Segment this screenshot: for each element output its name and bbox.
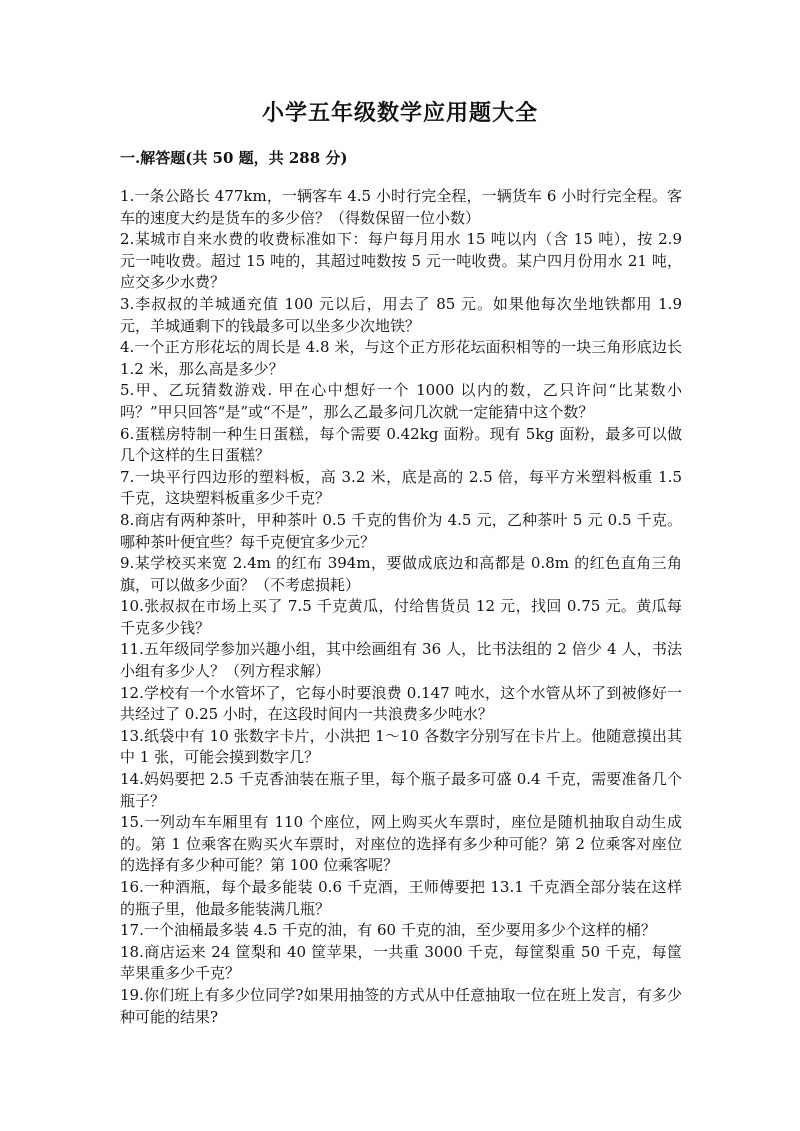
question-item: 6.蛋糕房特制一种生日蛋糕，每个需要 0.42kg 面粉。现有 5kg 面粉，最多可以做几个这样的生日蛋糕？ — [120, 424, 682, 465]
question-item: 17.一个油桶最多装 4.5 千克的油，有 60 千克的油，至少要用多少个这样的桶？ — [120, 921, 656, 940]
question-item: 8.商店有两种茶叶，甲种茶叶 0.5 千克的售价为 4.5 元，乙种茶叶 5 元 0.5 千克。哪种茶叶便宜些？每千克便宜多少元？ — [120, 510, 682, 551]
question-item: 12.学校有一个水管坏了，它每小时要浪费 0.147 吨水，这个水管从坏了到被修好一共经过了 0.25 小时，在这段时间内一共浪费多少吨水？ — [120, 683, 682, 724]
question-item: 9.某学校买来宽 2.4m 的红布 394m，要做成底边和高都是 0.8m 的红色直角三角旗，可以做多少面？（不考虑损耗） — [120, 554, 682, 594]
question-item: 7.一块平行四边形的塑料板，高 3.2 米，底是高的 2.5 倍，每平方米塑料板重 1.5 千克，这块塑料板重多少千克？ — [120, 467, 682, 508]
question-item: 2.某城市自来水费的收费标准如下：每户每月用水 15 吨以内（含 15 吨），按 2.9 元一吨收费。超过 15 吨的，其超过吨数按 5 元一吨收费。某户四月份用水 21 吨，应交多少水费？ — [120, 230, 682, 292]
question-item: 1.一条公路长 477km，一辆客车 4.5 小时行完全程，一辆货车 6 小时行完全程。客车的速度大约是货车的多少倍？（得数保留一位小数） — [120, 187, 682, 227]
question-item: 14.妈妈要把 2.5 千克香油装在瓶子里，每个瓶子最多可盛 0.4 千克，需要准备几个瓶子？ — [120, 770, 682, 810]
question-item: 4.一个正方形花坛的周长是 4.8 米，与这个正方形花坛面积相等的一块三角形底边长 1.2 米，那么高是多少？ — [120, 338, 682, 378]
question-item: 5.甲、乙玩猜数游戏. 甲在心中想好一个 1000 以内的数，乙只许问“比某数小吗？”甲只回答“是”或“不是”，那么乙最多问几次就一定能猜中这个数？ — [120, 381, 682, 421]
question-item: 11.五年级同学参加兴趣小组，其中绘画组有 36 人，比书法组的 2 倍少 4 人，书法小组有多少人？（列方程求解） — [120, 640, 682, 681]
question-list — [120, 186, 682, 1028]
question-item: 16.一种酒瓶，每个最多能装 0.6 千克酒，王师傅要把 13.1 千克酒全部分装在这样的瓶子里，他最多能装满几瓶？ — [120, 878, 682, 918]
page-title: 小学五年级数学应用题大全 — [261, 100, 538, 126]
question-item: 13.纸袋中有 10 张数字卡片，小洪把 1～10 各数字分别写在卡片上。他随意摸出其中 1 张，可能会摸到数字几？ — [120, 726, 682, 767]
question-item: 3.李叔叔的羊城通充值 100 元以后，用去了 85 元。如果他每次坐地铁都用 1.9 元，羊城通剩下的钱最多可以坐多少次地铁？ — [120, 294, 682, 335]
question-item: 10.张叔叔在市场上买了 7.5 千克黄瓜，付给售货员 12 元，找回 0.75 元。黄瓜每千克多少钱？ — [120, 597, 682, 637]
section-heading: 一.解答题(共 50 题，共 288 分) — [120, 149, 348, 167]
question-item: 19.你们班上有多少位同学?如果用抽签的方式从中任意抽取一位在班上发言，有多少种可能的结果? — [120, 985, 682, 1026]
question-item: 15.一列动车车厢里有 110 个座位，网上购买火车票时，座位是随机抽取自动生成的。第 1 位乘客在购买火车票时，对座位的选择有多少种可能？第 2 位乘客对座位的选择有多少种可能？第 100 位乘客呢？ — [120, 813, 682, 875]
question-item: 18.商店运来 24 筐梨和 40 筐苹果，一共重 3000 千克，每筐梨重 50 千克，每筐苹果重多少千克？ — [120, 942, 682, 983]
